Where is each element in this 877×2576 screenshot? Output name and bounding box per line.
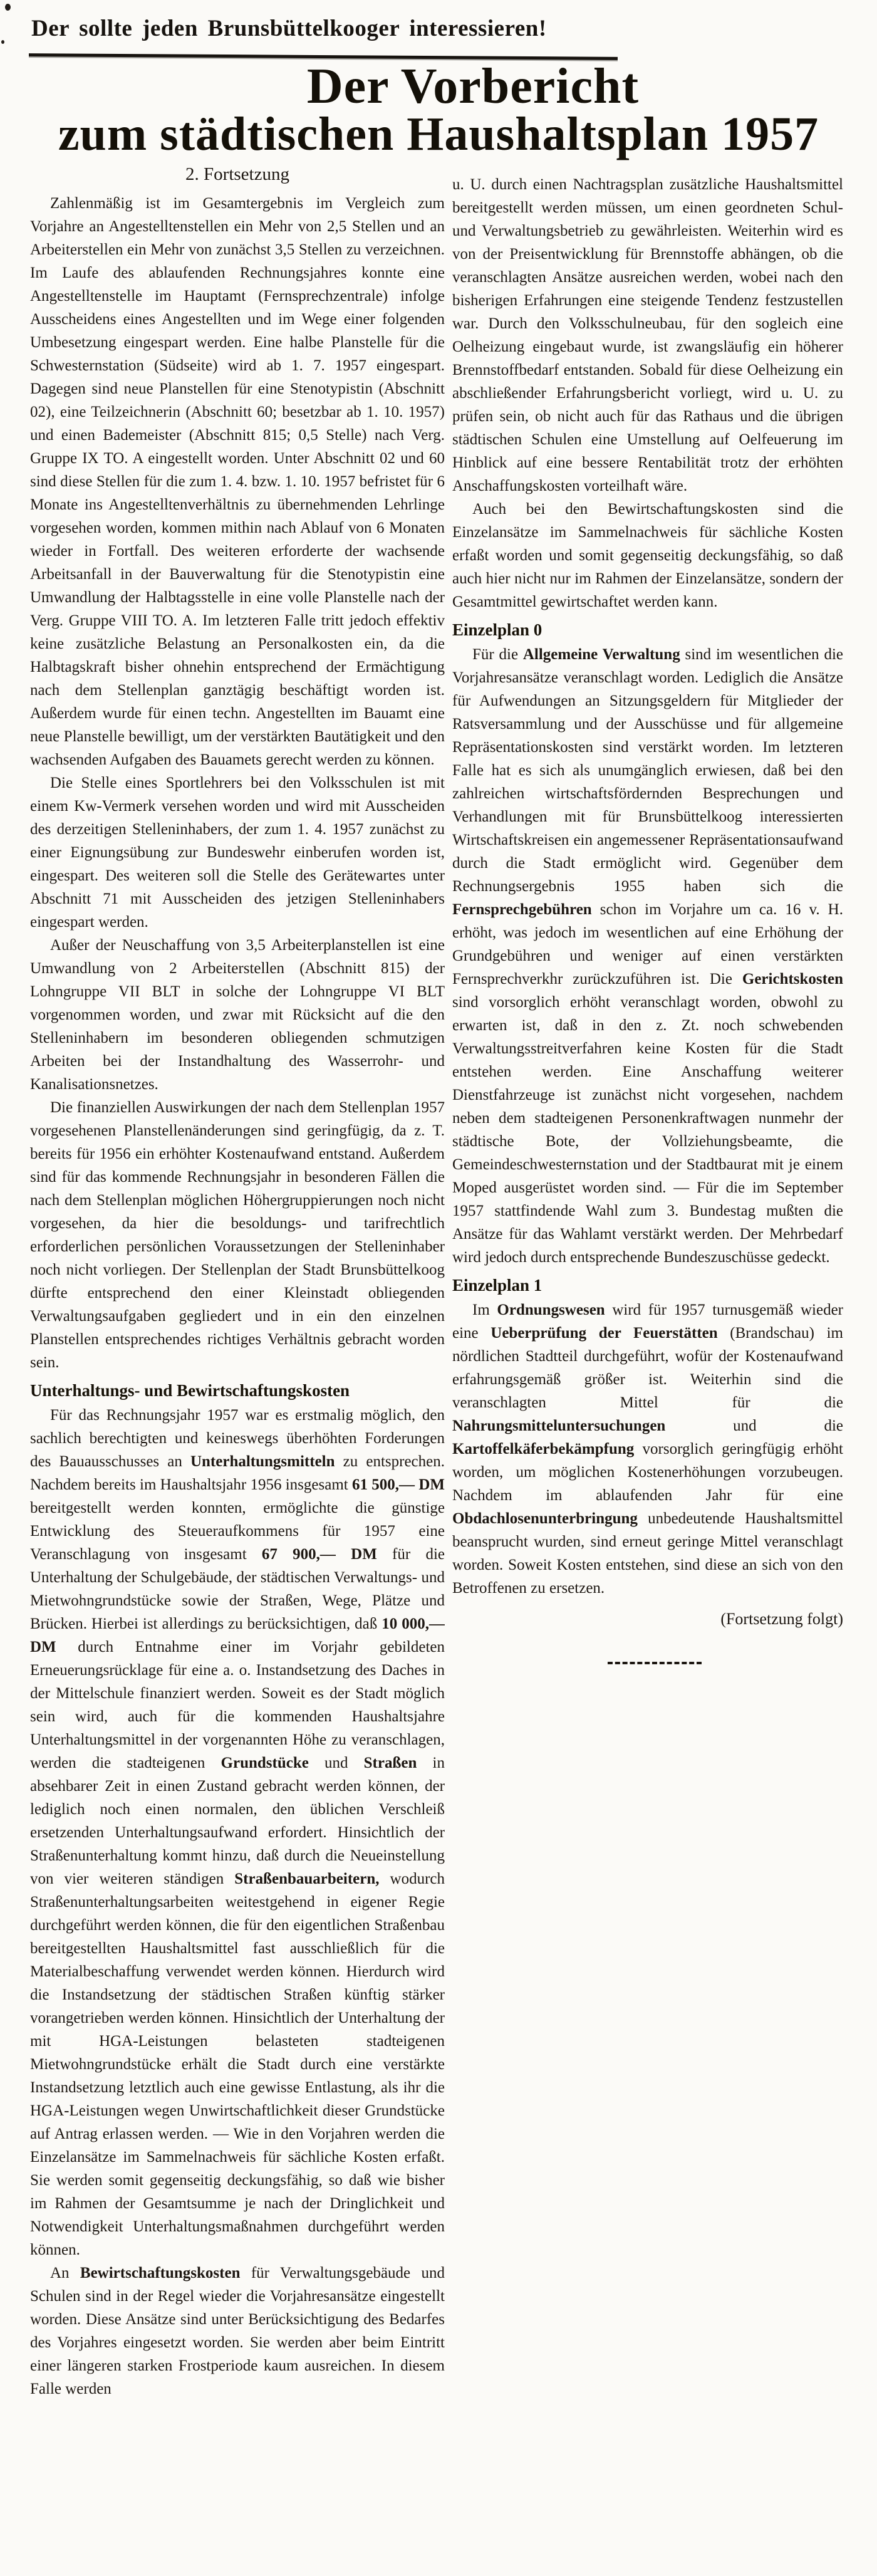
bold-term: Ueberprüfung der Feuerstätten — [490, 1325, 718, 1342]
bold-term: 10 000,— DM — [30, 1615, 445, 1656]
body-paragraph — [452, 498, 843, 613]
text-run: wodurch Straßenunterhaltungsarbeiten weitestgehend in eigener Regie durchgeführt werden können, die für den eigentlichen Straßenbau bereitgestellten Haushaltsmittel fast ausschließlich für die Materialbeschaffung verwendet werden können. Hierdurch wird die Instandsetzung der städtischen Straßen künftig stärker vorangetrieben werden können. Hinsichtlich der Unterhaltung der mit HGA-Leistungen belasteten stadteigenen Mietwohngrundstücke erhält die Stadt durch eine verstärkte Instandsetzung letztlich auch eine gewisse Entlastung, als ihr die HGA-Leistungen wegen Unwirtschaftlichkeit dieser Grundstücke auf Antrag erlassen werden. — Wie in den Vorjahren werden die Einzelansätze im Sammelnachweis für sächliche Kosten erfaßt. Sie werden somit gegenseitig deckungsfähig, so daß wie bisher im Rahmen der Gesamtsumme je nach der Dringlichkeit und Notwendigkeit Unterhaltungsmaßnahmen durchgeführt werden können. — [30, 1870, 445, 2258]
text-run: durch Entnahme einer im Vorjahr gebildeten Erneuerungsrücklage für eine a. o. Instandsetzung des Daches in der Mittelschule finanziert werden. Soweit es der Stadt möglich sein wird, auch für die kommenden Haushaltsjahre Unterhaltungsmittel in der vorgenannten Höhe zu veranschlagen, werden die stadteigenen — [30, 1639, 445, 1771]
body-paragraph — [30, 1096, 445, 1374]
text-run: bereitgestellt werden konnten, ermöglichte die günstige Entwicklung des Steueraufkommens für 1957 eine Veranschlagung von insgesamt — [30, 1499, 445, 1563]
bold-term: Fernsprechgebühren — [452, 901, 592, 918]
ink-speck — [5, 4, 11, 11]
text-run: Im — [472, 1301, 497, 1318]
text-run: zu entsprechen. Nachdem bereits im Haushaltsjahr 1956 insgesamt — [30, 1453, 445, 1493]
text-run: und — [308, 1755, 364, 1771]
text-run: für Verwaltungsgebäude und Schulen sind in der Regel wieder die Vorjahresansätze eingestellt worden. Diese Ansätze sind unter Berücksichtigung des Bedarfes des Vorjahres eingesetzt worden. Sie werden aber beim Eintritt einer längeren starken Frostperiode kaum ausreichen. In diesem Falle werden — [30, 2265, 445, 2397]
end-separator-rule — [608, 1662, 702, 1664]
text-run: u. U. durch einen Nachtragsplan zusätzliche Haushaltsmittel bereitgestellt werden müssen, um einen geordneten Schul- und Verwaltungsbetrieb zu gewährleisten. Weiterhin wird es von der Preisentwicklung für Brennstoffe abhängen, ob die veranschlagten Ansätze ausreichen werden, wobei nach den bisherigen Erfahrungen eine steigende Tendenz festzustellen war. Durch den Volksschulneubau, für den sogleich eine Oelheizung eingebaut wurde, ist zwangsläufig ein höherer Brennstoffbedarf entstanden. Sobald für diese Oelheizung ein abschließender Erfahrungsbericht vorliegt, wird u. U. zu prüfen sein, ob nicht auch für das Rathaus und die übrigen städtischen Schulen eine Umstellung auf Oelfeuerung im Hinblick auf eine bessere Rentabilität trotz der erhöhten Anschaffungskosten vorteilhaft wäre. — [452, 176, 843, 494]
text-run: vorsorglich geringfügig erhöht worden, um möglichen Kostenerhöhungen vorzubeugen. Nachdem im ablaufenden Jahr für eine — [452, 1441, 843, 1504]
text-run: Zahlenmäßig ist im Gesamtergebnis im Vergleich zum Vorjahre an Angestelltenstellen ein Mehr von 2,5 Stellen und an Arbeiterstellen ein Mehr von zunächst 3,5 Stellen zu verzeichnen. Im Laufe des ablaufenden Rechnungsjahres konnte eine Angestelltenstelle im Hauptamt (Fernsprechzentrale) infolge Ausscheidens eines Angestellten und im Wege einer folgenden Umbesetzung eingespart werden. Eine halbe Planstelle für die Schwesternstation (Südseite) wird ab 1. 7. 1957 eingespart. Dagegen sind neue Planstellen für eine Stenotypistin (Abschnitt 02), eine Teilzeichnerin (Abschnitt 60; besetzbar ab 1. 10. 1957) und einen Bademeister (Abschnitt 815; 0,5 Stelle) nach Verg. Gruppe IX TO. A eingestellt worden. Unter Abschnitt 02 und 60 sind diese Stellen für die zum 1. 4. bzw. 1. 10. 1957 befristet für 6 Monate ins Angestelltenverhältnis zu übernehmenden Lehrlinge vorgesehen worden, kommen mithin nach Ablauf von 6 Monaten wieder in Fortfall. Des weiteren erforderte der wachsende Arbeitsanfall in der Bauverwaltung für die Stenotypistin eine Umwandlung der Halbtagsstelle in eine volle Planstelle nach der Verg. Gruppe VIII TO. A. Im letzteren Falle tritt jedoch effektiv keine zusätzliche Belastung an Personalkosten ein, da die Halbtagskraft bisher ohnehin entsprechend der Ermächtigung nach dem Stellenplan ganztägig beschäftigt worden ist. Außerdem wurde für einen techn. Angestellten im Bauamt eine neue Planstelle bewilligt, um der verstärkten Bautätigkeit und den wachsenden Aufgaben des Bauamets gerecht werden zu können. — [30, 195, 445, 768]
bold-term: 61 500,— DM — [352, 1476, 445, 1493]
bold-term: Ordnungswesen — [497, 1301, 605, 1318]
bold-term: 67 900,— DM — [261, 1546, 377, 1563]
text-run: Die finanziellen Auswirkungen der nach dem Stellenplan 1957 vorgesehenen Planstellenänderungen sind geringfügig, da z. T. bereits für 1956 ein erhöhter Kostenaufwand entstand. Außerdem sind für das kommende Rechnungsjahr in besonderen Fällen die nach dem Stellenplan möglichen Höhergruppierungen noch nicht vorgesehen, da hier die besoldungs- und tarifrechtlich erforderlichen persönlichen Voraussetzungen der Stelleninhaber noch nicht vorliegen. Der Stellenplan der Stadt Brunsbüttelkoog dürfte entsprechend den einer Kleinstadt obliegenden Verwaltungsaufgaben gegliedert und in ein den einzelnen Planstellen entsprechendes richtiges Verhältnis gebracht worden sein. — [30, 1099, 445, 1371]
text-run: Außer der Neuschaffung von 3,5 Arbeiterplanstellen ist eine Umwandlung von 2 Arbeiterstellen (Abschnitt 815) der Lohngruppe VII BLT in solche der Lohngruppe VI BLT vorgenommen worden, und zwar mit Rücksicht auf die den Stelleninhabern im besonderen obliegenden schmutzigen Arbeiten bei der Instandhaltung des Wasserrohr- und Kanalisationsnetzes. — [30, 937, 445, 1093]
text-run: sind im wesentlichen die Vorjahresansätze veranschlagt worden. Lediglich die Ansätze für Aufwendungen an Sitzungsgeldern für Mitglieder der Ratsversammlung und der Ausschüsse und für allgemeine Repräsentationskosten sind verstärkt worden. Im letzteren Falle hat es sich als unumgänglich erwiesen, daß bei den zahlreichen wirtschaftsfördernden Besprechungen und Verhandlungen mit für Brunsbüttelkoog interessierten Wirtschaftskreisen ein angemessener Repräsentationsaufwand durch die Stadt ermöglicht wird. Gegenüber dem Rechnungsergebnis 1955 haben sich die — [452, 646, 843, 895]
section-subhead: Einzelplan 0 — [452, 620, 542, 639]
text-run: unbedeutende Haushaltsmittel beansprucht wurden, sind erneut geringe Mittel veranschlagt worden. Soweit Kosten entstehen, sind diese an sich von den Betroffenen zu ersetzen. — [452, 1510, 843, 1597]
text-run: schon im Vorjahre um ca. 16 v. H. erhöht, was jedoch im wesentlichen auf eine Erhöhung der Grundgebühren und weniger auf einen verstärkten Fernsprechverkhr zurückzuführen ist. Die — [452, 901, 843, 988]
text-run: An — [50, 2265, 80, 2281]
body-paragraph — [30, 192, 445, 771]
bold-term: Nahrungsmitteluntersuchungen — [452, 1417, 666, 1434]
headline-line-2: zum städtischen Haushaltsplan 1957 — [58, 108, 819, 160]
body-paragraph — [452, 1298, 843, 1600]
bold-term: Allgemeine Verwaltung — [522, 646, 680, 663]
headline-line-1: Der Vorbericht — [306, 59, 640, 114]
text-run: Für die — [472, 646, 523, 663]
text-run: Auch bei den Bewirtschaftungskosten sind die Einzelansätze im Sammelnachweis für sächliche Kosten erfaßt worden und somit gegenseitig deckungsfähig, so daß auch hier nicht nur im Rahmen der Einzelansätze, sondern der Gesamtmittel gewirtschaftet werden kann. — [452, 501, 843, 610]
text-run: Die Stelle eines Sportlehrers bei den Volksschulen ist mit einem Kw-Vermerk versehen worden und wird mit Ausscheiden des derzeitigen Stelleninhabers, der zum 1. 4. 1957 zunächst zu einer Eignungsübung zur Bundeswehr einberufen worden ist, eingespart. Des weiteren soll die Stelle des Gerätewartes unter Abschnitt 71 mit Ausscheiden des jetzigen Stelleninhabers eingespart werden. — [30, 774, 445, 931]
text-run: in absehbarer Zeit in einen Zustand gebracht werden können, der lediglich noch einen normalen, den üblichen Verschleiß ersetzenden Unterhaltungsaufwand erfordert. Hinsichtlich der Straßenunterhaltung kommt hinzu, daß durch die Neueinstellung von vier weiteren ständigen — [30, 1755, 445, 1887]
text-run: sind vorsorglich erhöht veranschlagt worden, obwohl zu erwarten ist, daß in den z. Zt. noch schwebenden Verwaltungsstreitverfahren keine Kosten für die Stadt entstehen werden. Eine Anschaffung weiterer Dienstfahrzeuge ist zunächst nicht vorgesehen, nachdem neben dem stadteigenen Personenkraftwagen nunmehr der städtische Bote, der Vollziehungsbeamte, die Gemeindeschwesternstation und der Stadtbaurat mit je einem Moped ausgerüstet worden sind. — Für die im September 1957 stattfindende Wahl zum 3. Bundestag mußten die Ansätze für das Wahlamt verstärkt werden. Der Mehrbedarf wird jedoch durch entsprechende Bundeszuschüsse gedeckt. — [452, 994, 843, 1266]
kicker-line: Der sollte jeden Brunsbüttelkooger interessieren! — [31, 16, 547, 41]
continuation-note: (Fortsetzung folgt) — [720, 1610, 843, 1628]
column-left — [30, 192, 445, 2573]
bold-term: Kartoffelkäferbekämpfung — [452, 1441, 635, 1457]
text-run: Für das Rechnungsjahr 1957 war es erstmalig möglich, den sachlich berechtigten und keineswegs überhöhten Forderungen des Bauausschusses an — [30, 1407, 445, 1470]
bold-term: Bewirtschaftungskosten — [80, 2265, 241, 2281]
body-paragraph — [30, 1404, 445, 2261]
bold-term: Straßen — [363, 1755, 417, 1771]
text-run: (Brandschau) im nördlichen Stadtteil durchgeführt, wofür der Kostenaufwand erfahrungsgemäß größer ist. Weiterhin sind die veranschlagten Mittel für die — [452, 1325, 843, 1411]
bold-term: Unterhaltungsmitteln — [190, 1453, 335, 1470]
text-run: und die — [665, 1417, 843, 1434]
continuation-subtitle: 2. Fortsetzung — [185, 164, 289, 184]
column-right — [452, 173, 843, 1664]
text-run: wird für 1957 turnusgemäß wieder eine — [452, 1301, 843, 1342]
section-subhead: Einzelplan 1 — [452, 1276, 542, 1295]
section-subhead: Unterhaltungs- und Bewirtschaftungskosten — [30, 1381, 350, 1400]
text-run: für die Unterhaltung der Schulgebäude, der städtischen Verwaltungs- und Mietwohngrundstücke sowie der Straßen, Wege, Plätze und Brücken. Hierbei ist allerdings zu berücksichtigen, daß — [30, 1546, 445, 1632]
bold-term: Gerichtskosten — [742, 971, 843, 988]
bold-term: Obdachlosenunterbringung — [452, 1510, 638, 1527]
ink-speck — [1, 40, 4, 44]
body-paragraph — [30, 934, 445, 1096]
body-paragraph — [452, 173, 843, 498]
body-paragraph — [30, 771, 445, 934]
body-paragraph — [30, 2261, 445, 2401]
bold-term: Grundstücke — [221, 1755, 309, 1771]
body-paragraph — [452, 643, 843, 1269]
bold-term: Straßenbauarbeitern, — [234, 1870, 380, 1887]
